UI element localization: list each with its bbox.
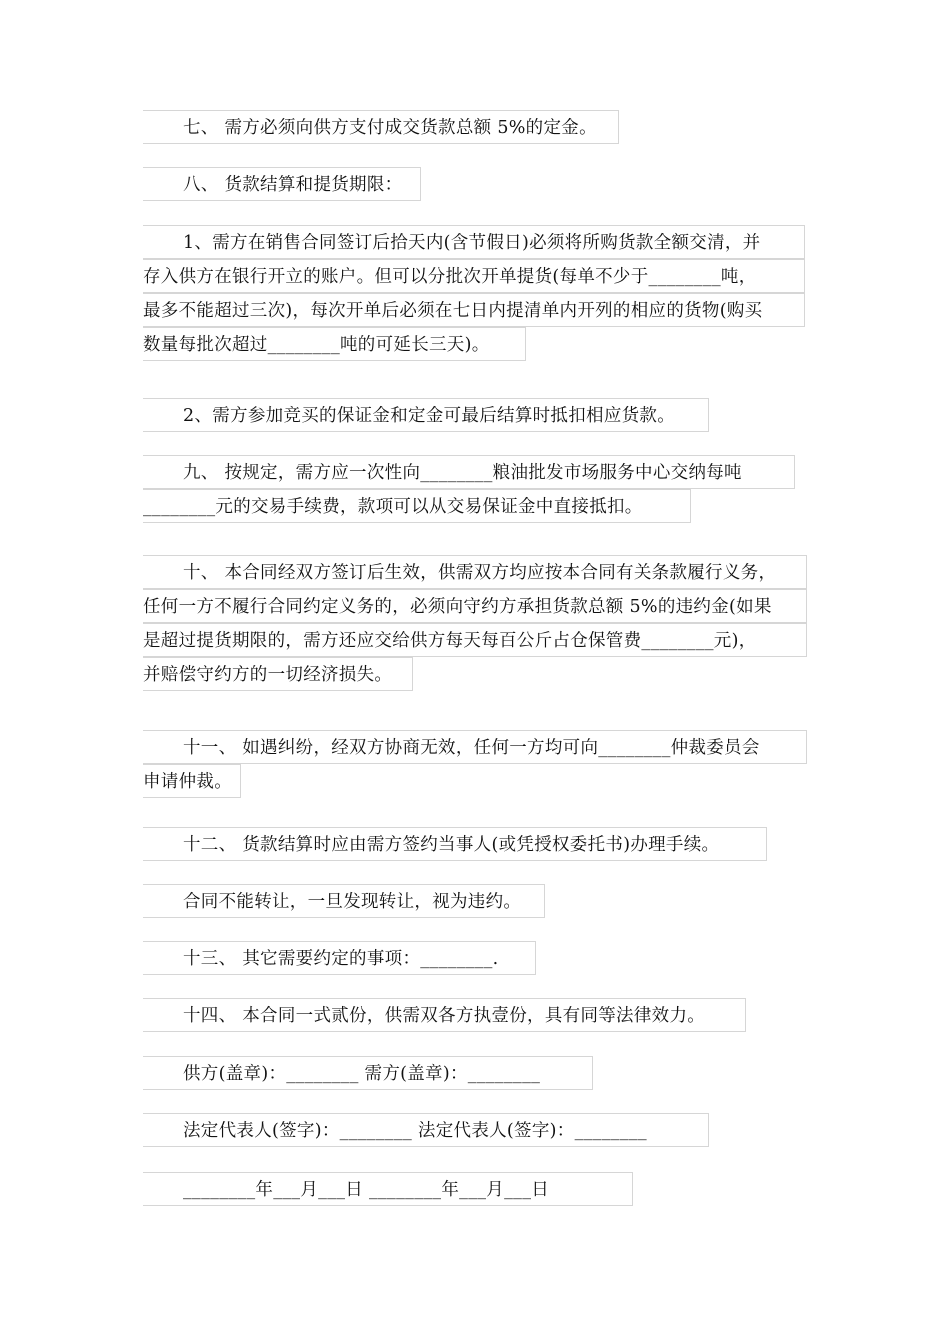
- clause-10-line-1: [143, 555, 807, 589]
- clause-13-text: 十三、 其它需要约定的事项：________.: [183, 949, 499, 969]
- clause-10: [143, 555, 807, 691]
- clause-10-text-2: 任何一方不履行合同约定义务的，必须向守约方承担货款总额 5%的违约金(如果: [143, 597, 772, 617]
- signature-representatives-line: [143, 1113, 709, 1147]
- clause-10-text-3: 是超过提货期限的，需方还应交给供方每天每百公斤占仓保管费________元)，: [143, 631, 757, 651]
- clause-13: [143, 941, 536, 975]
- clause-10-line-2: [143, 589, 807, 623]
- signature-representatives: [143, 1113, 709, 1147]
- clause-11-text-2: 申请仲裁。: [143, 772, 232, 792]
- clause-9-text-1: 九、 按规定，需方应一次性向________粮油批发市场服务中心交纳每吨: [183, 463, 742, 483]
- clause-12-text: 十二、 货款结算时应由需方签约当事人(或凭授权委托书)办理手续。: [183, 835, 720, 855]
- clause-7: [143, 110, 619, 144]
- clause-11-line-2: [143, 764, 241, 798]
- clause-12-note: [143, 884, 545, 918]
- clause-8-title-line: [143, 167, 421, 201]
- clause-8-1-line-3: [143, 293, 805, 327]
- signature-dates-line: [143, 1172, 633, 1206]
- clause-8-2: [143, 398, 709, 432]
- signature-seals: [143, 1056, 593, 1090]
- signature-seals-text: 供方(盖章)：________ 需方(盖章)：________: [183, 1064, 541, 1084]
- clause-12-line: [143, 827, 767, 861]
- clause-9-text-2: ________元的交易手续费，款项可以从交易保证金中直接抵扣。: [143, 497, 643, 517]
- signature-dates: [143, 1172, 633, 1206]
- clause-7-line: [143, 110, 619, 144]
- clause-14-line: [143, 998, 746, 1032]
- clause-9-line-2: [143, 489, 691, 523]
- clause-9-line-1: [143, 455, 795, 489]
- signature-dates-text: ________年___月___日 ________年___月___日: [183, 1180, 550, 1200]
- clause-8-title: [143, 167, 421, 201]
- clause-7-text: 七、 需方必须向供方支付成交货款总额 5%的定金。: [183, 118, 597, 138]
- signature-representatives-text: 法定代表人(签字)：________ 法定代表人(签字)：________: [183, 1121, 647, 1141]
- clause-11-line-1: [143, 730, 807, 764]
- clause-10-line-4: [143, 657, 413, 691]
- clause-8-title-text: 八、 货款结算和提货期限：: [183, 175, 403, 195]
- clause-8-1-text-1: 1、需方在销售合同签订后拾天内(含节假日)必须将所购货款全额交清，并: [183, 233, 761, 253]
- clause-9: [143, 455, 795, 523]
- clause-8-1: [143, 225, 805, 361]
- clause-12-note-line: [143, 884, 545, 918]
- clause-8-2-line: [143, 398, 709, 432]
- clause-10-text-4: 并赔偿守约方的一切经济损失。: [143, 665, 393, 685]
- clause-12-note-text: 合同不能转让，一旦发现转让，视为违约。: [183, 892, 522, 912]
- clause-8-1-line-2: [143, 259, 805, 293]
- signature-seals-line: [143, 1056, 593, 1090]
- clause-8-1-line-4: [143, 327, 526, 361]
- clause-13-line: [143, 941, 536, 975]
- clause-11-text-1: 十一、 如遇纠纷，经双方协商无效，任何一方均可向________仲裁委员会: [183, 738, 760, 758]
- clause-8-1-text-2: 存入供方在银行开立的账户。但可以分批次开单提货(每单不少于________吨，: [143, 267, 757, 287]
- clause-10-text-1: 十、 本合同经双方签订后生效，供需双方均应按本合同有关条款履行义务，: [183, 563, 777, 583]
- clause-8-1-line-1: [143, 225, 805, 259]
- clause-8-2-text: 2、需方参加竞买的保证金和定金可最后结算时抵扣相应货款。: [183, 406, 676, 426]
- clause-10-line-3: [143, 623, 807, 657]
- clause-11: [143, 730, 807, 798]
- clause-14-text: 十四、 本合同一式贰份，供需双各方执壹份，具有同等法律效力。: [183, 1006, 706, 1026]
- clause-12: [143, 827, 767, 861]
- clause-8-1-text-4: 数量每批次超过________吨的可延长三天)。: [143, 335, 490, 355]
- clause-14: [143, 998, 746, 1032]
- clause-8-1-text-3: 最多不能超过三次)，每次开单后必须在七日内提清单内开列的相应的货物(购买: [143, 301, 763, 321]
